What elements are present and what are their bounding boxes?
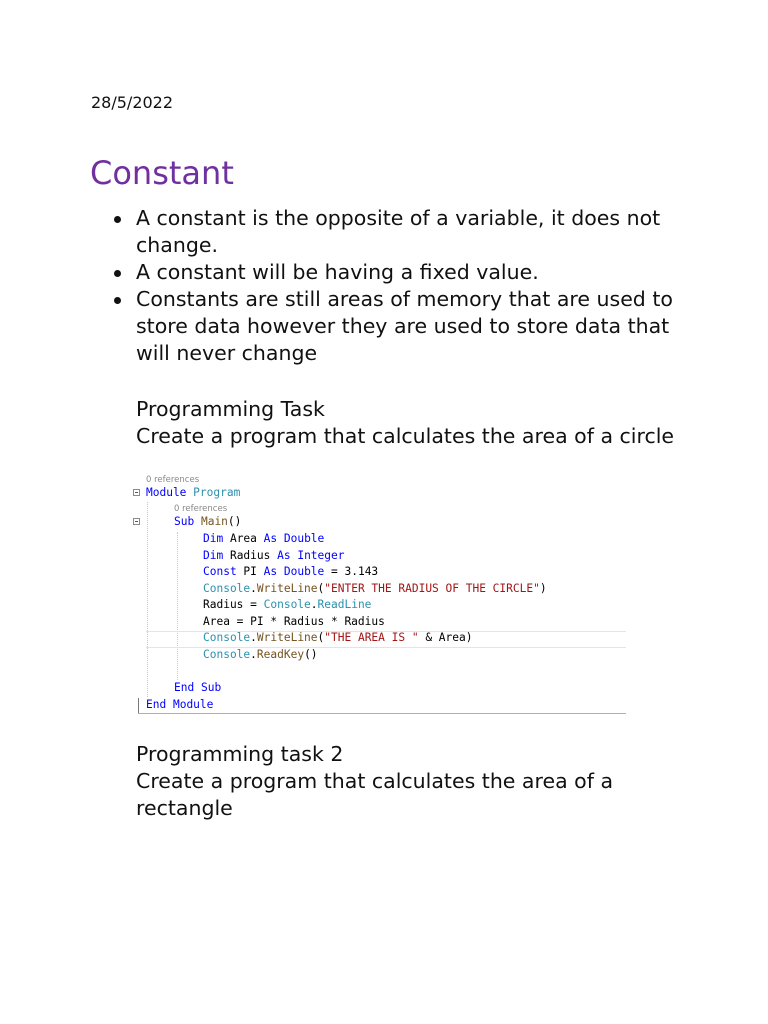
code-line-end-sub: End Sub [174,681,222,694]
references-label: 0 references [146,475,200,485]
date-label: 28/5/2022 [91,93,174,112]
list-item [136,286,696,367]
list-item [136,259,696,286]
bullet-dot [114,297,121,304]
bullet-list [136,205,696,367]
page-heading: Constant [90,154,234,192]
bullet-dot [114,216,121,223]
code-line-module: Module Program [146,486,241,499]
code-line-area: Area = PI * Radius * Radius [203,614,385,628]
programming-task-1 [136,396,716,450]
indent-guide [147,502,148,697]
code-line-writeline-1: Console.WriteLine("ENTER THE RADIUS OF THE CIRCLE") [203,581,547,595]
code-line-end-module: End Module [146,697,214,711]
bullet-text: A constant is the opposite of a variable, it does not change. [136,206,661,257]
programming-task-2 [136,741,716,822]
code-line-dim-area: Dim Area As Double [203,532,325,545]
code-line-const: Const PI As Double = 3.143 [203,565,379,578]
code-left-border [138,698,139,714]
bullet-text: Constants are still areas of memory that are used to store data however they are used to store data that will never change [136,287,673,365]
code-line-sub: Sub Main() [174,515,242,528]
code-line-writeline-2: Console.WriteLine("THE AREA IS " & Area) [203,631,473,644]
task-description: Create a program that calculates the area of a circle [136,424,675,448]
code-bottom-border [138,713,626,714]
task-title: Programming Task [136,397,325,421]
task-title: Programming task 2 [136,742,344,766]
collapse-toggle-icon [133,518,140,525]
code-line-readkey: Console.ReadKey() [203,647,318,661]
code-line-readline: Radius = Console.ReadLine [203,598,372,611]
code-screenshot [138,474,626,716]
references-label: 0 references [174,504,228,514]
list-item [136,205,696,259]
task-description: Create a program that calculates the area of a rectangle [136,769,614,820]
bullet-text: A constant will be having a fixed value. [136,260,539,284]
code-line-dim-radius: Dim Radius As Integer [203,548,345,562]
indent-guide [177,532,178,680]
collapse-toggle-icon [133,489,140,496]
bullet-dot [114,270,121,277]
